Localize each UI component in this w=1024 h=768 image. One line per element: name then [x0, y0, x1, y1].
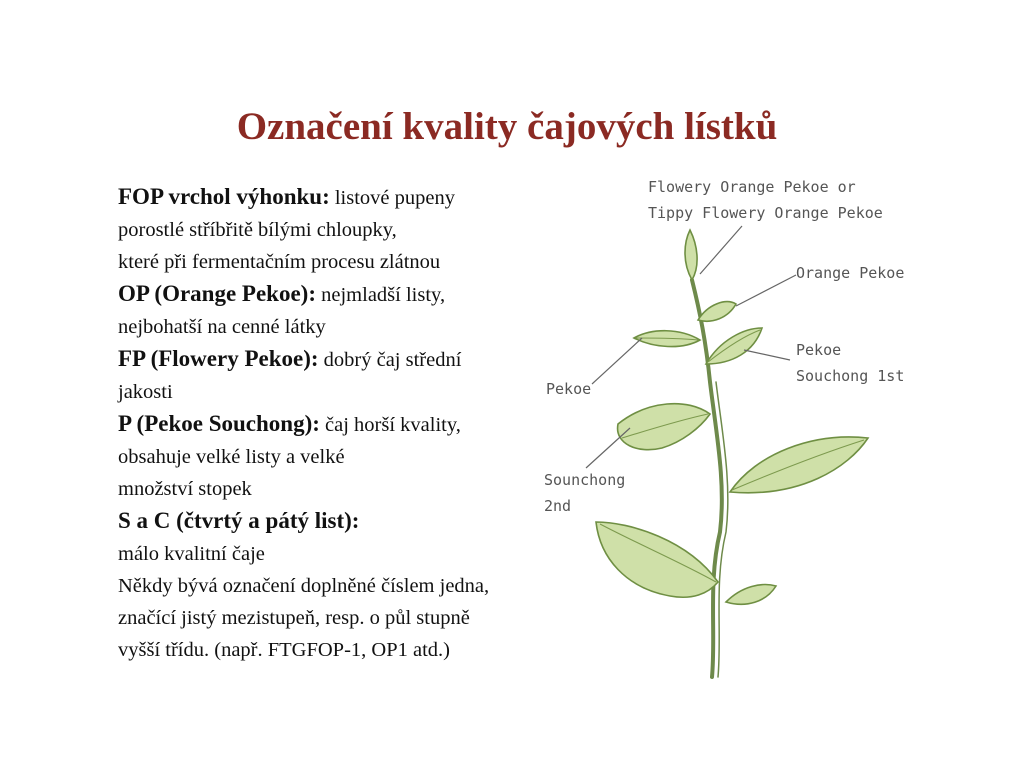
pointer-fop: [700, 226, 742, 274]
grade-p-line-3: množství stopek: [118, 478, 252, 500]
grade-fop-term: FOP vrchol výhonku:: [118, 184, 330, 209]
grade-sc-note-3: vyšší třídu. (např. FTGFOP-1, OP1 atd.): [118, 639, 450, 661]
grade-sc-term: S a C (čtvrtý a pátý list):: [118, 508, 360, 533]
bud-leaf: [685, 230, 697, 280]
label-pekoe-souchong-1: Pekoe: [796, 341, 842, 359]
pointer-pekoe-souchong: [744, 350, 790, 360]
quality-grades-list: [118, 181, 598, 666]
grade-fop-line-3: které při fermentačním procesu zlátnou: [118, 251, 441, 273]
pointer-orange-pekoe: [736, 275, 796, 306]
label-fop-1: Flowery Orange Pekoe or: [648, 178, 856, 196]
slide-title: Označení kvality čajových lístků: [236, 105, 778, 148]
grade-op-desc-1: nejmladší listy,: [316, 284, 446, 306]
label-orange-pekoe: Orange Pekoe: [796, 264, 905, 282]
label-fop-2: Tippy Flowery Orange Pekoe: [648, 204, 883, 222]
grade-fop-line-2: porostlé stříbřitě bílými chloupky,: [118, 219, 397, 241]
grade-sc-line-1: [118, 505, 598, 538]
lower-right-leaf: [726, 585, 776, 605]
grade-op-line-2: nejbohatší na cenné látky: [118, 316, 326, 338]
grade-fp-term: FP (Flowery Pekoe):: [118, 346, 319, 371]
grade-sc-note-1: Někdy bývá označení doplněné číslem jedna,: [118, 575, 490, 597]
pointer-souchong-second: [586, 428, 630, 468]
grade-fop-line-1: [118, 181, 598, 214]
grade-fp-line-2: jakosti: [118, 381, 173, 403]
grade-p-line-1: [118, 408, 598, 441]
pointer-pekoe: [592, 338, 642, 384]
label-pekoe-souchong-2: Souchong 1st: [796, 367, 905, 385]
label-pekoe: Pekoe: [546, 380, 592, 398]
grade-sc-line-2: málo kvalitní čaje: [118, 543, 265, 565]
label-souchong-1: Sounchong: [544, 471, 626, 489]
orange-pekoe-leaf: [698, 302, 736, 321]
grade-fp-desc-1: dobrý čaj střední: [318, 349, 462, 371]
grade-op-term: OP (Orange Pekoe):: [118, 281, 317, 306]
souchong-second-leaf: [618, 404, 710, 450]
grade-op-line-1: [118, 278, 598, 311]
souchong-first-leaf: [706, 328, 762, 364]
grade-p-term: P (Pekoe Souchong):: [118, 411, 320, 436]
tea-plant-illustration: [530, 162, 930, 682]
grade-p-desc-1: čaj horší kvality,: [319, 414, 461, 436]
label-souchong-2: 2nd: [544, 497, 572, 515]
lower-left-leaf: [596, 522, 718, 597]
grade-fp-line-1: [118, 343, 598, 376]
grade-sc-note-2: značící jistý mezistupeň, resp. o půl stupně: [118, 607, 470, 629]
grade-p-line-2: obsahuje velké listy a velké: [118, 446, 345, 468]
grade-fop-desc-1: listové pupeny: [329, 187, 455, 209]
